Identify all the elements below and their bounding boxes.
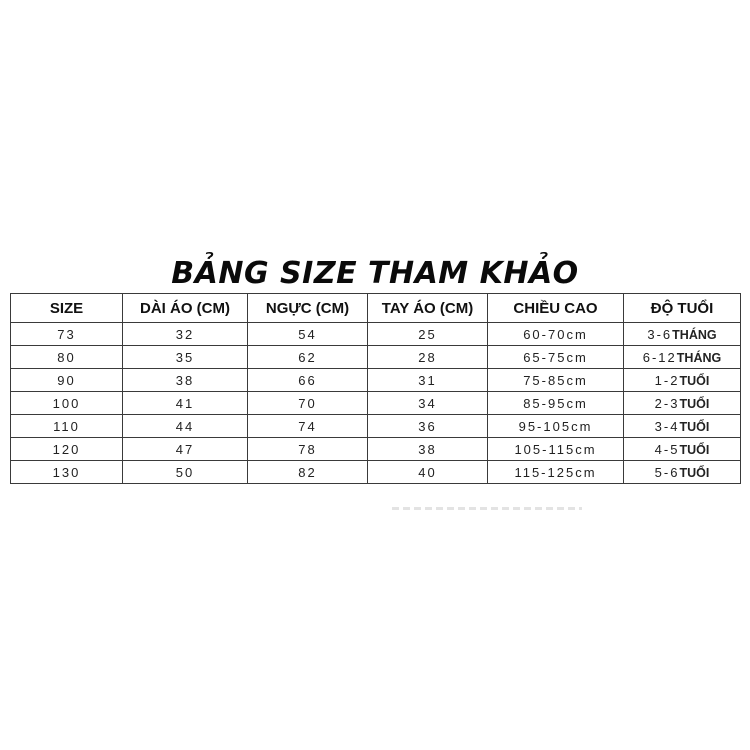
cell-size: 100 <box>11 392 123 415</box>
cell-tay-ao: 36 <box>368 415 488 438</box>
table-row <box>11 461 741 484</box>
cell-nguc: 70 <box>248 392 368 415</box>
cell-chieu-cao: 65-75cm <box>488 346 624 369</box>
age-range: 5-6 <box>654 464 680 480</box>
cell-do-tuoi <box>624 415 741 438</box>
table-row <box>11 415 741 438</box>
table-row <box>11 392 741 415</box>
cell-nguc: 74 <box>248 415 368 438</box>
cell-chieu-cao: 75-85cm <box>488 369 624 392</box>
cell-chieu-cao: 105-115cm <box>488 438 624 461</box>
column-header-tay-ao: TAY ÁO (CM) <box>368 294 488 323</box>
page-title: BẢNG SIZE THAM KHẢO <box>171 256 579 291</box>
column-header-chieu-cao: CHIỀU CAO <box>488 294 624 323</box>
column-header-size: SIZE <box>11 294 123 323</box>
cell-dai-ao: 50 <box>123 461 248 484</box>
cell-size: 130 <box>11 461 123 484</box>
column-header-dai-ao: DÀI ÁO (CM) <box>123 294 248 323</box>
age-range: 3-6 <box>647 326 673 342</box>
column-header-nguc: NGỰC (CM) <box>248 294 368 323</box>
age-unit: TUỔI <box>679 419 710 434</box>
cell-chieu-cao: 85-95cm <box>488 392 624 415</box>
cell-do-tuoi <box>624 438 741 461</box>
age-unit: TUỔI <box>679 465 710 480</box>
cell-dai-ao: 32 <box>123 323 248 346</box>
table-row <box>11 346 741 369</box>
cell-tay-ao: 34 <box>368 392 488 415</box>
cell-dai-ao: 35 <box>123 346 248 369</box>
cell-tay-ao: 31 <box>368 369 488 392</box>
cell-size: 120 <box>11 438 123 461</box>
cell-nguc: 82 <box>248 461 368 484</box>
cell-tay-ao: 40 <box>368 461 488 484</box>
cell-tay-ao: 25 <box>368 323 488 346</box>
cell-chieu-cao: 115-125cm <box>488 461 624 484</box>
age-range: 6-12 <box>642 349 677 365</box>
cell-dai-ao: 41 <box>123 392 248 415</box>
cell-chieu-cao: 60-70cm <box>488 323 624 346</box>
cell-nguc: 66 <box>248 369 368 392</box>
cell-tay-ao: 28 <box>368 346 488 369</box>
cell-do-tuoi <box>624 461 741 484</box>
cell-chieu-cao: 95-105cm <box>488 415 624 438</box>
age-unit: TUỔI <box>679 373 710 388</box>
faint-divider <box>392 507 582 510</box>
age-unit: THÁNG <box>672 327 717 342</box>
cell-size: 80 <box>11 346 123 369</box>
cell-dai-ao: 44 <box>123 415 248 438</box>
cell-do-tuoi <box>624 323 741 346</box>
cell-nguc: 78 <box>248 438 368 461</box>
cell-size: 110 <box>11 415 123 438</box>
cell-dai-ao: 38 <box>123 369 248 392</box>
cell-tay-ao: 38 <box>368 438 488 461</box>
cell-do-tuoi <box>624 392 741 415</box>
table-header-row <box>11 294 741 323</box>
cell-dai-ao: 47 <box>123 438 248 461</box>
cell-size: 90 <box>11 369 123 392</box>
age-range: 1-2 <box>654 372 680 388</box>
cell-do-tuoi <box>624 346 741 369</box>
column-header-do-tuoi: ĐỘ TUỔI <box>624 294 741 323</box>
cell-do-tuoi <box>624 369 741 392</box>
cell-size: 73 <box>11 323 123 346</box>
age-unit: TUỔI <box>679 396 710 411</box>
age-range: 4-5 <box>654 441 680 457</box>
table-row <box>11 323 741 346</box>
age-range: 2-3 <box>654 395 680 411</box>
age-unit: TUỔI <box>679 442 710 457</box>
table-row <box>11 369 741 392</box>
cell-nguc: 62 <box>248 346 368 369</box>
table-row <box>11 438 741 461</box>
age-unit: THÁNG <box>676 350 722 365</box>
cell-nguc: 54 <box>248 323 368 346</box>
age-range: 3-4 <box>654 418 680 434</box>
size-chart-table <box>10 293 741 484</box>
